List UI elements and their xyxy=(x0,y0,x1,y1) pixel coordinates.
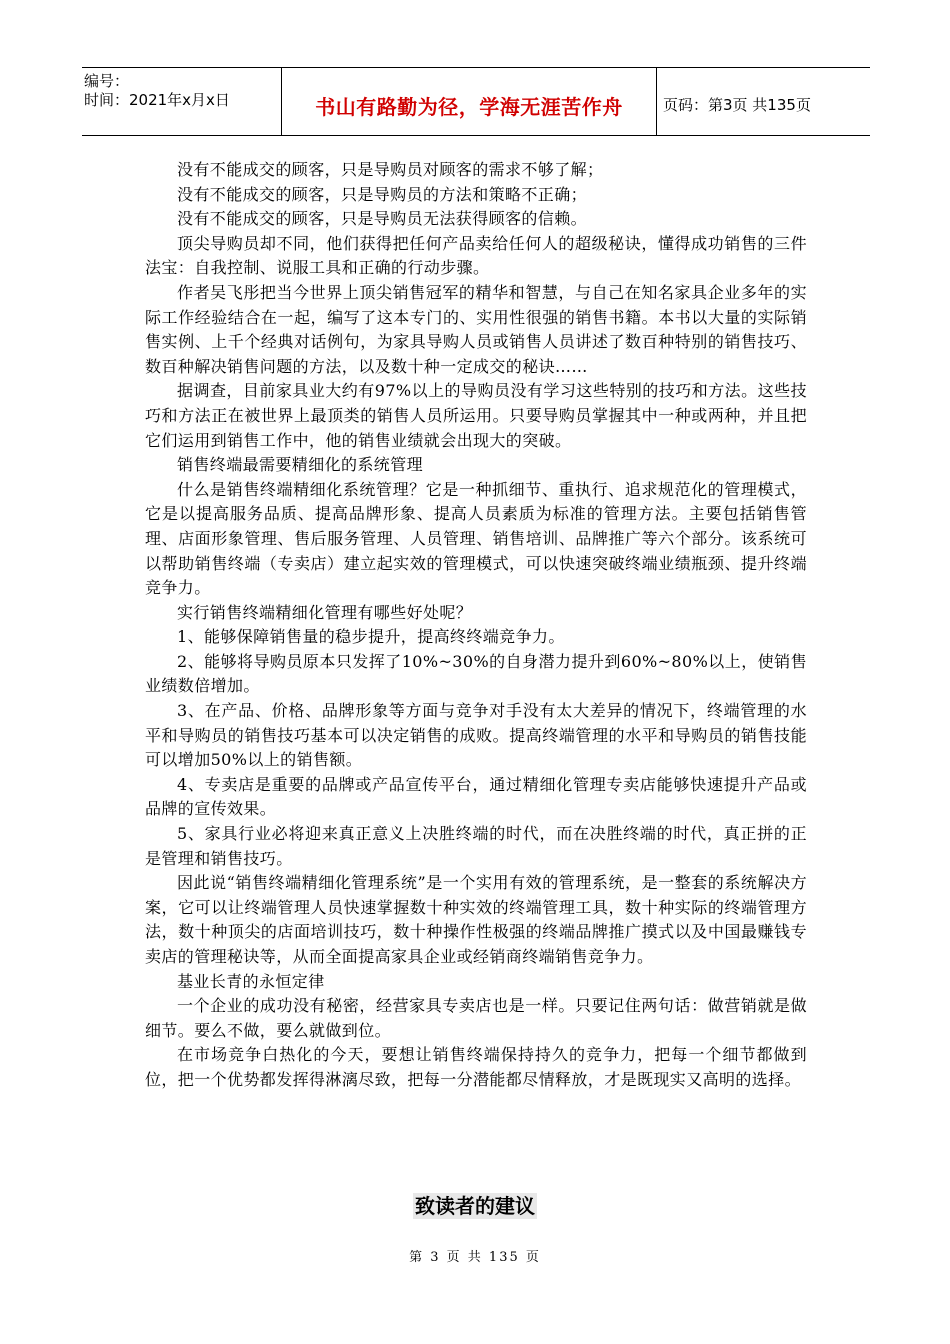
subheading: 销售终端最需要精细化的系统管理 xyxy=(177,455,424,475)
header-motto: 书山有路勤为径，学海无涯苦作舟 xyxy=(282,68,657,135)
document-body xyxy=(145,158,807,1093)
paragraph: 没有不能成交的顾客，只是导购员无法获得顾客的信赖。 xyxy=(177,209,588,229)
document-number-label: 编号： xyxy=(84,72,130,90)
paragraph: 没有不能成交的顾客，只是导购员对顾客的需求不够了解； xyxy=(177,160,604,179)
paragraph: 在市场竞争白热化的今天，要想让销售终端保持持久的竞争力，把每一个细节都做到位，把一个优势都发挥得淋漓尽致，把每一分潜能都尽情释放，才是既现实又高明的选择。 xyxy=(145,1045,807,1089)
section-title-text: 致读者的建议 xyxy=(415,1194,535,1218)
list-item: 1、能够保障销售量的稳步提升，提高终终端竞争力。 xyxy=(177,627,565,647)
page-footer: 第 3 页 共 135 页 xyxy=(409,1250,541,1265)
document-date: 时间：2021年x月x日 xyxy=(84,91,230,109)
page-header xyxy=(82,67,870,136)
list-item: 3、在产品、价格、品牌形象等方面与竞争对手没有太大差异的情况下，终端管理的水平和导购员的销售技巧基本可以决定销售的成败。提高终端管理的水平和导购员的销售技能可以增加50%以上的销售额。 xyxy=(145,701,807,770)
paragraph: 一个企业的成功没有秘密，经营家具专卖店也是一样。只要记住两句话：做营销就是做细节。要么不做，要么就做到位。 xyxy=(145,996,807,1040)
subheading: 基业长青的永恒定律 xyxy=(177,971,325,991)
paragraph: 什么是销售终端精细化系统管理？它是一种抓细节、重执行、追求规范化的管理模式，它是以提高服务品质、提高品牌形象、提高人员素质为标准的管理方法。主要包括销售管理、店面形象管理、售后服务管理、人员管理、销售培训、品牌推广等六个部分。该系统可以帮助销售终端（专卖店）建立起实效的管理模式，可以快速突破终端业绩瓶颈、提升终端竞争力。 xyxy=(145,479,807,598)
header-meta-cell xyxy=(82,68,282,135)
paragraph: 据调查，目前家具业大约有97%以上的导购员没有学习这些特别的技巧和方法。这些技巧和方法正在被世界上最顶类的销售人员所运用。只要导购员掌握其中一种或两种，并且把它们运用到销售工作中，他的销售业绩就会出现大的突破。 xyxy=(145,381,807,450)
section-title xyxy=(0,1190,950,1219)
paragraph: 作者吴飞彤把当今世界上顶尖销售冠军的精华和智慧，与自己在知名家具企业多年的实际工作经验结合在一起，编写了这本专门的、实用性很强的销售书籍。本书以大量的实际销售实例、上千个经典对话例句，为家具导购人员或销售人员讲述了数百种特别的销售技巧、数百种解决销售问题的方法，以及数十种一定成交的秘诀…… xyxy=(145,282,807,376)
header-page-info: 页码：第3页 共135页 xyxy=(663,96,811,114)
list-item: 5、家具行业必将迎来真正意义上决胜终端的时代，而在决胜终端的时代，真正拼的正是管理和销售技巧。 xyxy=(145,824,807,868)
paragraph: 因此说“销售终端精细化管理系统”是一个实用有效的管理系统，是一整套的系统解决方案，它可以让终端管理人员快速掌握数十种实效的终端管理工具，数十种实际的终端管理方法，数十种顶尖的店面培训技巧，数十种操作性极强的终端品牌推广摸式以及中国最赚钱专卖店的管理秘诀等，从而全面提高家具企业或经销商终端销售竞争力。 xyxy=(145,873,807,966)
paragraph: 顶尖导购员却不同，他们获得把任何产品卖给任何人的超级秘诀，懂得成功销售的三件法宝：自我控制、说服工具和正确的行动步骤。 xyxy=(145,233,807,278)
list-item: 4、专卖店是重要的品牌或产品宣传平台，通过精细化管理专卖店能够快速提升产品或品牌的宣传效果。 xyxy=(145,774,807,819)
list-item: 2、能够将导购员原本只发挥了10%~30%的自身潜力提升到60%~80%以上，使销售业绩数倍增加。 xyxy=(145,651,807,696)
paragraph: 实行销售终端精细化管理有哪些好处呢？ xyxy=(177,602,473,622)
paragraph: 没有不能成交的顾客，只是导购员的方法和策略不正确； xyxy=(177,184,588,204)
